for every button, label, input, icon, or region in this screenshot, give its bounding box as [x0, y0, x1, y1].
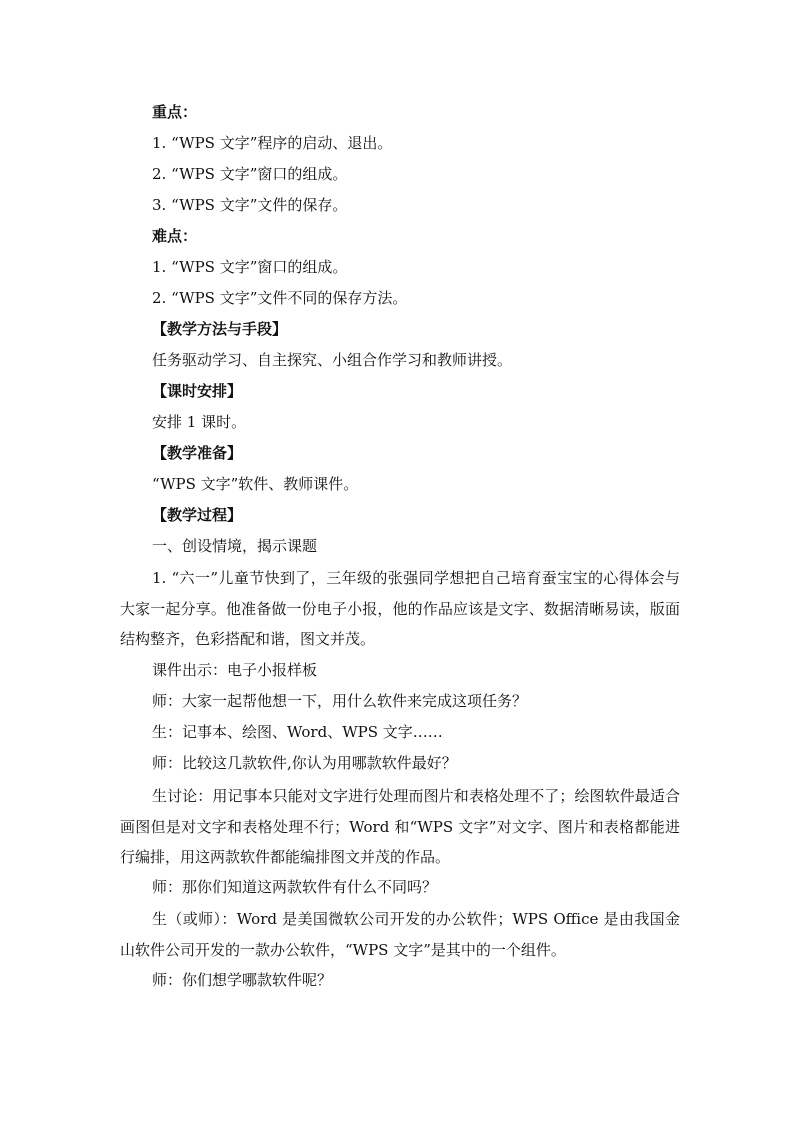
key-point-item: 1. “WPS 文字”程序的启动、退出。 — [152, 134, 393, 152]
process-paragraph: 师：你们想学哪款软件呢？ — [152, 971, 333, 989]
key-points-heading: 重点： — [152, 103, 198, 121]
key-point-item: 3. “WPS 文字”文件的保存。 — [152, 196, 348, 214]
preparation-heading: 【教学准备】 — [152, 444, 243, 462]
difficult-point-item: 1. “WPS 文字”窗口的组成。 — [152, 258, 348, 276]
schedule-heading: 【课时安排】 — [152, 382, 243, 400]
process-paragraph: 1. “六一”儿童节快到了，三年级的张强同学想把自己培育蚕宝宝的心得体会与大家一起分享。他准备做一份电子小报，他的作品应该是文字、数据清晰易读，版面结构整齐，色彩搭配和谐，图文并茂。 — [120, 569, 680, 648]
schedule-text: 安排 1 课时。 — [152, 413, 247, 431]
methods-heading: 【教学方法与手段】 — [152, 320, 288, 338]
process-paragraph: 生（或师）：Word 是美国微软公司开发的办公软件；WPS Office 是由我国金山软件公司开发的一款办公软件，“WPS 文字”是其中的一个组件。 — [120, 910, 680, 959]
difficult-point-item: 2. “WPS 文字”文件不同的保存方法。 — [152, 289, 408, 307]
process-heading: 【教学过程】 — [152, 506, 243, 524]
process-section-title: 一、创设情境，揭示课题 — [152, 537, 318, 555]
methods-text: 任务驱动学习、自主探究、小组合作学习和教师讲授。 — [152, 351, 513, 369]
preparation-text: “WPS 文字”软件、教师课件。 — [152, 475, 359, 493]
process-paragraph: 师：大家一起帮他想一下，用什么软件来完成这项任务？ — [152, 692, 528, 710]
difficult-points-heading: 难点： — [152, 227, 198, 245]
process-paragraph: 师：比较这几款软件,你认为用哪款软件最好？ — [152, 754, 457, 772]
process-paragraph: 师：那你们知道这两款软件有什么不同吗？ — [152, 878, 438, 896]
key-point-item: 2. “WPS 文字”窗口的组成。 — [152, 165, 348, 183]
process-paragraph: 课件出示：电子小报样板 — [152, 661, 318, 679]
process-paragraph: 生：记事本、绘图、Word、WPS 文字…… — [152, 723, 443, 741]
process-paragraph: 生讨论：用记事本只能对文字进行处理而图片和表格处理不了；绘图软件最适合画图但是对文字和表格处理不行；Word 和“WPS 文字”对文字、图片和表格都能进行编排，用这两款软件都能编排图文并茂的作品。 — [120, 787, 680, 866]
